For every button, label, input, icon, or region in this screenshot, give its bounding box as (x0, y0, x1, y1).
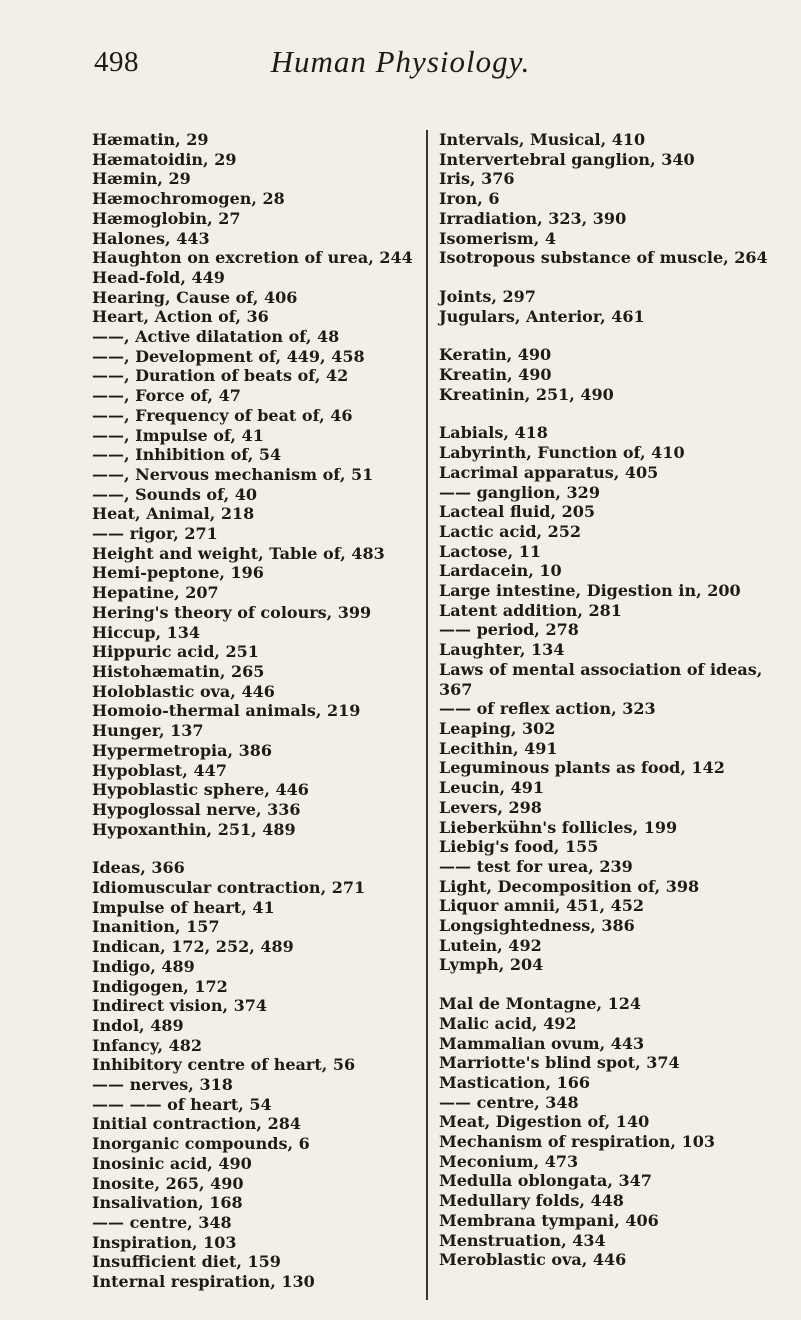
index-entry: Hæmatoidin, 29 (92, 149, 237, 169)
index-entry: ——, Sounds of, 40 (92, 484, 258, 504)
page-number: 498 (94, 46, 139, 78)
index-entry: Mastication, 166 (439, 1072, 590, 1092)
index-entry: Leaping, 302 (439, 718, 556, 738)
index-entry: Laughter, 134 (439, 640, 565, 660)
index-entry: Indigo, 489 (92, 956, 195, 976)
index-entry: Medulla oblongata, 347 (439, 1171, 652, 1191)
index-entry: Lacrimal apparatus, 405 (439, 462, 659, 482)
index-entry: Labyrinth, Function of, 410 (439, 443, 685, 463)
index-entry: ——, Inhibition of, 54 (92, 445, 282, 465)
index-entry: Latent addition, 281 (439, 600, 622, 620)
index-entry: Insufficient diet, 159 (92, 1252, 281, 1272)
index-entry: Infancy, 482 (92, 1035, 203, 1055)
index-entry: Indol, 489 (92, 1015, 184, 1035)
index-column-left (92, 130, 437, 1300)
index-entry: Indican, 172, 252, 489 (92, 937, 294, 957)
index-entry: Impulse of heart, 41 (92, 897, 275, 917)
index-entry: Large intestine, Digestion in, 200 (439, 581, 741, 601)
index-entry: Homoio-thermal animals, 219 (92, 701, 361, 721)
index-entry: Liquor amnii, 451, 452 (439, 896, 644, 916)
index-entry: Laws of mental association of ideas, 367 (439, 659, 763, 699)
index-entry: Levers, 298 (439, 797, 542, 817)
index-entry: Lactose, 11 (439, 541, 542, 561)
index-entry: Malic acid, 492 (439, 1013, 577, 1033)
index-entry: Height and weight, Table of, 483 (92, 543, 385, 563)
index-entry: Meroblastic ova, 446 (439, 1250, 627, 1270)
index-entry: Lardacein, 10 (439, 561, 562, 581)
index-entry: Intervals, Musical, 410 (439, 130, 646, 149)
index-entry: Kreatinin, 251, 490 (439, 384, 614, 404)
index-entry: Hypoblast, 447 (92, 760, 227, 780)
index-entry: Histohæmatin, 265 (92, 661, 265, 681)
index-entry: Kreatin, 490 (439, 365, 552, 385)
index-entry: Mal de Montagne, 124 (439, 994, 641, 1014)
index-entry: Mammalian ovum, 443 (439, 1033, 645, 1053)
index-entry: —— period, 278 (439, 620, 579, 640)
index-entry: Marriotte's blind spot, 374 (439, 1053, 680, 1073)
index-entry: Hæmin, 29 (92, 169, 191, 189)
index-entry: Heat, Animal, 218 (92, 504, 255, 524)
index-entry: —— centre, 348 (439, 1092, 579, 1112)
index-entry: ——, Frequency of beat of, 46 (92, 405, 353, 425)
index-entry: Jugulars, Anterior, 461 (439, 306, 645, 326)
index-entry: Hering's theory of colours, 399 (92, 602, 372, 622)
index-entry: Insalivation, 168 (92, 1193, 243, 1213)
index-entry: Leguminous plants as food, 142 (439, 758, 725, 778)
index-entry: Lutein, 492 (439, 935, 542, 955)
letter-group-gap (439, 268, 769, 287)
index-entry: Hypermetropia, 386 (92, 740, 272, 760)
index-entry: Meconium, 473 (439, 1151, 579, 1171)
index-entry: Indirect vision, 374 (92, 996, 267, 1016)
index-entry: Hippuric acid, 251 (92, 642, 259, 662)
index-entry: Iron, 6 (439, 189, 500, 209)
index-entry: ——, Development of, 449, 458 (92, 346, 365, 366)
index-entry: Leucin, 491 (439, 778, 545, 798)
index-entry: Inosinic acid, 490 (92, 1153, 252, 1173)
index-entry: Membrana tympani, 406 (439, 1210, 659, 1230)
index-entry: Meat, Digestion of, 140 (439, 1112, 650, 1132)
index-entry: —— nerves, 318 (92, 1075, 233, 1095)
index-entry: Halones, 443 (92, 228, 210, 248)
letter-group-gap (439, 975, 769, 994)
index-entry: Hypoglossal nerve, 336 (92, 799, 301, 819)
index-entry: Longsightedness, 386 (439, 916, 635, 936)
index-entry: Joints, 297 (439, 286, 536, 306)
index-entry: Menstruation, 434 (439, 1230, 606, 1250)
index-entry: Liebig's food, 155 (439, 837, 599, 857)
index-entry: —— —— of heart, 54 (92, 1094, 272, 1114)
index-entry: Head-fold, 449 (92, 267, 225, 287)
index-entry: Iris, 376 (439, 169, 515, 189)
index-entry: ——, Impulse of, 41 (92, 425, 264, 445)
index-column-right (426, 130, 769, 1300)
index-entry: —— rigor, 271 (92, 524, 218, 544)
index-entry: Lymph, 204 (439, 955, 544, 975)
index-entry: Lecithin, 491 (439, 738, 558, 758)
index-entry: Hepatine, 207 (92, 583, 219, 603)
index-entry: Hearing, Cause of, 406 (92, 287, 298, 307)
index-entry: Irradiation, 323, 390 (439, 208, 627, 228)
index-entry: Medullary folds, 448 (439, 1191, 624, 1211)
index-entry: Ideas, 366 (92, 858, 185, 878)
index-entry: Isotropous substance of muscle, 264 (439, 248, 768, 268)
index-entry: Inosite, 265, 490 (92, 1173, 244, 1193)
index-entry: —— of reflex action, 323 (439, 699, 656, 719)
index-entry: Hæmatin, 29 (92, 130, 209, 149)
index-entry: Hunger, 137 (92, 721, 204, 741)
index-entry: Intervertebral ganglion, 340 (439, 149, 695, 169)
index-entry: Hemi-peptone, 196 (92, 563, 264, 583)
letter-group-gap (439, 326, 769, 345)
index-entry: —— ganglion, 329 (439, 482, 600, 502)
index-entry: Inorganic compounds, 6 (92, 1134, 310, 1154)
index-entry: —— test for urea, 239 (439, 856, 633, 876)
running-title: Human Physiology. (270, 44, 531, 79)
index-entry: Keratin, 490 (439, 345, 552, 365)
index-entry: Haughton on excretion of urea, 244 (92, 248, 413, 268)
index-entry: Inspiration, 103 (92, 1232, 237, 1252)
index-entry: Holoblastic ova, 446 (92, 681, 275, 701)
index-entry: Initial contraction, 284 (92, 1114, 301, 1134)
page-header (0, 46, 801, 106)
index-entry: ——, Nervous mechanism of, 51 (92, 464, 374, 484)
index-entry: Indigogen, 172 (92, 976, 228, 996)
index-entry: Light, Decomposition of, 398 (439, 876, 700, 896)
letter-group-gap (92, 839, 437, 858)
index-entry: Hæmochromogen, 28 (92, 189, 285, 209)
index-entry: Idiomuscular contraction, 271 (92, 878, 366, 898)
index-entry: Mechanism of respiration, 103 (439, 1132, 715, 1152)
index-entry: Internal respiration, 130 (92, 1272, 315, 1292)
index-entry: Heart, Action of, 36 (92, 307, 269, 327)
index-entry: Lactic acid, 252 (439, 521, 582, 541)
index-entry: Hypoxanthin, 251, 489 (92, 819, 296, 839)
index-entry: Inhibitory centre of heart, 56 (92, 1055, 356, 1075)
index-entry: Hæmoglobin, 27 (92, 208, 241, 228)
index-entry: ——, Force of, 47 (92, 386, 241, 406)
letter-group-gap (439, 404, 769, 423)
index-entry: Hiccup, 134 (92, 622, 201, 642)
index-entry: Isomerism, 4 (439, 228, 556, 248)
index-entry: —— centre, 348 (92, 1212, 232, 1232)
index-entry: Labials, 418 (439, 423, 548, 443)
index-entry: Hypoblastic sphere, 446 (92, 780, 309, 800)
index-entry: Lacteal fluid, 205 (439, 502, 596, 522)
index-entry: ——, Duration of beats of, 42 (92, 366, 349, 386)
index-entry: Lieberkühn's follicles, 199 (439, 817, 678, 837)
index-entry: ——, Active dilatation of, 48 (92, 327, 340, 347)
index-entry: Inanition, 157 (92, 917, 220, 937)
